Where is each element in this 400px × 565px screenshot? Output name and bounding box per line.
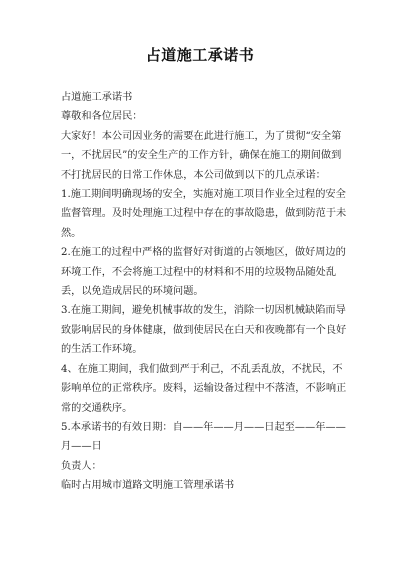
commitment-item-5: 5.本承诺书的有效日期：自——年——月——日起至——年——月——日 — [61, 421, 346, 453]
document-body — [61, 88, 351, 496]
document-subtitle: 占道施工承诺书 — [61, 92, 133, 103]
commitment-item-2: 2.在施工的过程中严格的监督好对街道的占领地区，做好周边的环境工作，不会将施工过程中的材料和不用的垃圾物品随处乱丢，以免造成居民的环境问题。 — [61, 247, 346, 298]
intro-paragraph: 大家好！本公司因业务的需要在此进行施工，为了贯彻“安全第一，不扰居民”的安全生产的工作方针，确保在施工的期间做到不打扰居民的日常工作休息，本公司做到以下的几点承诺： — [61, 130, 342, 181]
commitment-item-4: 4、在施工期间，我们做到严于利己，不乱丢乱放，不扰民，不影响单位的正常秩序。废料，运输设备过程中不落渣，不影响正常的交通秩序。 — [61, 363, 347, 414]
responsible-person: 负责人： — [61, 460, 102, 472]
commitment-item-1: 1.施工期间明确现场的安全，实施对施工项目作业全过程的安全监督管理。及时处理施工过程中存在的事故隐患，做到防范于未然。 — [61, 189, 347, 239]
document-title: 占道施工承诺书 — [145, 46, 255, 64]
salutation: 尊敬和各位居民： — [61, 111, 143, 123]
footer-title: 临时占用城市道路文明施工管理承诺书 — [61, 480, 235, 492]
commitment-item-3: 3.在施工期间，避免机械事故的发生，消除一切因机械缺陷而导致影响居民的身体健康，做到使居民在白天和夜晚都有一个良好的生活工作环境。 — [61, 305, 347, 356]
